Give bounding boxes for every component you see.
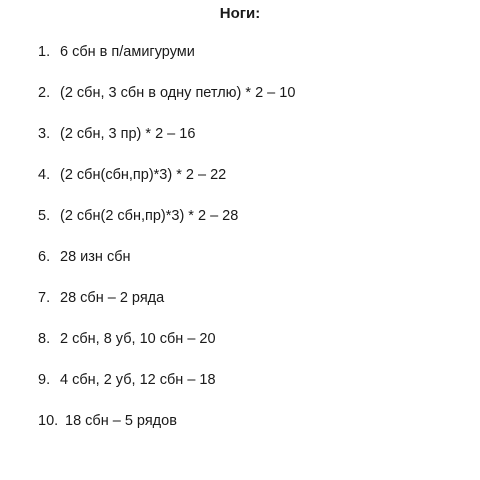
- list-item: [38, 206, 295, 247]
- step-text: 28 сбн – 2 ряда: [60, 290, 165, 306]
- step-number: 7.: [38, 290, 51, 306]
- step-text: (2 сбн, 3 сбн в одну петлю) * 2 – 10: [60, 85, 296, 101]
- step-text: (2 сбн, 3 пр) * 2 – 16: [60, 126, 196, 142]
- list-item: [38, 247, 295, 288]
- list-item: [38, 411, 295, 452]
- step-text: (2 сбн(сбн,пр)*3) * 2 – 22: [60, 167, 227, 183]
- step-number: 4.: [38, 167, 51, 183]
- list-item: [38, 124, 295, 165]
- step-text: 18 сбн – 5 рядов: [65, 413, 177, 429]
- list-item: [38, 370, 295, 411]
- page-title: Ноги:: [219, 5, 261, 22]
- list-item: [38, 83, 295, 124]
- instruction-list: [38, 42, 295, 452]
- step-text: 6 сбн в п/амигуруми: [60, 44, 195, 60]
- step-text: 2 сбн, 8 уб, 10 сбн – 20: [60, 331, 216, 347]
- step-number: 5.: [38, 208, 51, 224]
- step-number: 3.: [38, 126, 51, 142]
- step-number: 1.: [38, 44, 51, 60]
- step-number: 2.: [38, 85, 51, 101]
- step-number: 9.: [38, 372, 51, 388]
- step-text: (2 сбн(2 сбн,пр)*3) * 2 – 28: [60, 208, 239, 224]
- list-item: [38, 288, 295, 329]
- list-item: [38, 165, 295, 206]
- step-text: 28 изн сбн: [60, 249, 131, 265]
- step-number: 10.: [38, 413, 59, 429]
- step-number: 6.: [38, 249, 51, 265]
- step-text: 4 сбн, 2 уб, 12 сбн – 18: [60, 372, 216, 388]
- list-item: [38, 329, 295, 370]
- list-item: [38, 42, 295, 83]
- step-number: 8.: [38, 331, 51, 347]
